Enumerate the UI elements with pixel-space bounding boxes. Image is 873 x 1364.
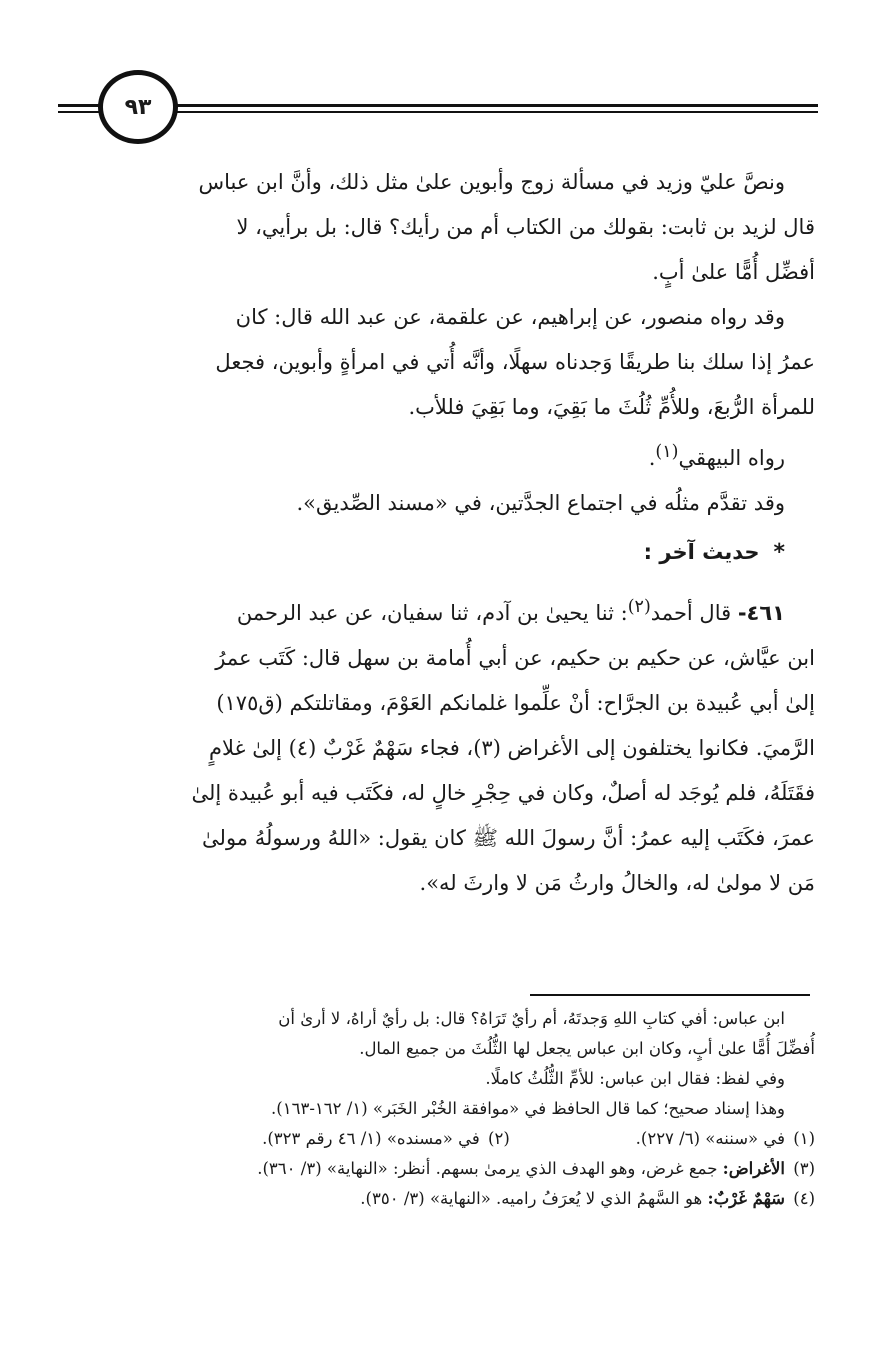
footnote-row-1-2 (64, 1124, 815, 1154)
text-line: مَن لا مولىٰ له، والخالُ وارثُ مَن لا وارثَ له». (419, 871, 815, 895)
text-line: إلىٰ أبي عُبيدة بن الجرَّاح: أنْ علِّموا غلمانكم العَوْمَ، ومقاتلتكم (ق١٧٥) (216, 691, 815, 715)
footnote-text: في «سننه» (٦/ ٢٢٧). (635, 1129, 785, 1148)
footnote-number: (١) (793, 1129, 815, 1148)
text-line: رواه البيهقي (678, 446, 785, 470)
footnote-continuation (64, 1064, 815, 1094)
footnote-ref[interactable]: (٢) (627, 597, 651, 617)
text-line: : ثنا يحيىٰ بن آدم، ثنا سفيان، عن عبد الرحمن (236, 601, 628, 625)
text-line: ونصَّ عليّ وزيد في مسألة زوج وأبوين علىٰ مثل ذلك، وأنَّ ابن عباس (198, 170, 785, 194)
paragraph-3: رواه البيهقي$^{(١)}$. (648, 442, 785, 470)
footnote-text: جمع غرض، وهو الهدف الذي يرمىٰ بسهم. أنظر: «النهاية» (٣/ ٣٦٠). (257, 1159, 718, 1178)
footnote-continuation (64, 1094, 815, 1124)
footnote-line: ابن عباس: أفي كتابِ اللهِ وَجدتَهُ، أم رأيٌ تَرَاهُ؟ قال: بل رأيٌ أراهُ، لا أرىٰ أن (278, 1009, 785, 1028)
footnote-4 (64, 1184, 815, 1214)
footnote-term: الأغراض: (722, 1159, 785, 1178)
hadith-number: ٤٦١- (737, 601, 785, 625)
text-line: قال لزيد بن ثابت: بقولك من الكتاب أم من رأيك؟ قال: بل برأيي، لا (236, 215, 815, 239)
footnote-2 (210, 1124, 510, 1154)
paragraph-2 (64, 295, 815, 430)
heading-text: حديث آخر : (643, 540, 760, 564)
text-line: ابن عيَّاش، عن حكيم بن حكيم، عن أبي أُمامة بن سهل قال: كَتَب عمرُ (215, 646, 815, 670)
text-line: الرَّميَ. فكانوا يختلفون إلى الأغراض (٣)، فجاء سَهْمٌ غَرْبٌ (٤) إلىٰ غلامٍ (209, 736, 815, 760)
text-line: للمرأة الرُّبعَ، وللأُمِّ ثُلُثَ ما بَقِيَ، وما بَقِيَ فللأب. (408, 395, 815, 419)
hadith-paragraph (64, 585, 815, 906)
text-line: وقد رواه منصور، عن إبراهيم، عن علقمة، عن عبد الله قال: كان (235, 305, 785, 329)
footnote-text: هو السَّهمُ الذي لا يُعرَفُ راميه. «النهاية» (٣/ ٣٥٠). (360, 1189, 703, 1208)
footnotes (64, 1004, 815, 1214)
footnote-line: أُفضِّلَ أُمًّا علىٰ أبٍ، وكان ابن عباس يجعل لها الثُّلُثَ من جميع المال. (359, 1039, 815, 1058)
footnote-continuation (64, 1004, 815, 1064)
footnote-1 (515, 1124, 815, 1154)
text-line: وقد تقدَّم مثلُه في اجتماع الجدَّتين، في «مسند الصِّديق». (296, 491, 785, 515)
section-heading (64, 528, 815, 577)
page-number-badge (98, 70, 178, 144)
footnote-term: سَهْمٌ غَرْبٌ: (707, 1189, 785, 1208)
text-line: فقَتَلَهُ، فلم يُوجَد له أصلٌ، وكان في حِجْرِ خالٍ له، فكَتَب فيه أبو عُبيدة إلىٰ (191, 781, 815, 805)
footnote-line: وفي لفظ: فقال ابن عباس: للأمِّ الثُّلُثُ كاملًا. (485, 1069, 785, 1088)
hadith-intro: قال أحمد (650, 601, 732, 625)
footnote-line: وهذا إسناد صحيح؛ كما قال الحافظ في «موافقة الخُبْر الخَبَر» (١/ ١٦٢-١٦٣). (271, 1099, 785, 1118)
page-header (58, 68, 818, 148)
text-line: أفضِّل أُمًّا علىٰ أبٍ. (652, 260, 815, 284)
paragraph-1 (64, 160, 815, 295)
footnote-number: (٣) (793, 1159, 815, 1178)
main-text (64, 160, 815, 906)
paragraph-4 (64, 481, 815, 526)
text-line: عمرَ، فكَتَب إليه عمرُ: أنَّ رسولَ الله ﷺ كان يقول: «اللهُ ورسولُهُ مولىٰ (202, 826, 815, 850)
footnote-number: (٢) (488, 1129, 510, 1148)
footnote-separator (530, 994, 810, 996)
star-icon: * (773, 540, 785, 565)
footnote-ref[interactable]: (١) (655, 442, 679, 462)
footnote-3 (64, 1154, 815, 1184)
footnote-number: (٤) (793, 1189, 815, 1208)
text-line: عمرُ إذا سلك بنا طريقًا وَجدناه سهلًا، وأنَّه أُتي في امرأةٍ وأبوين، فجعل (215, 350, 815, 374)
page-number: ٩٣ (124, 94, 152, 120)
footnote-text: في «مسنده» (١/ ٤٦ رقم ٣٢٣). (262, 1129, 480, 1148)
